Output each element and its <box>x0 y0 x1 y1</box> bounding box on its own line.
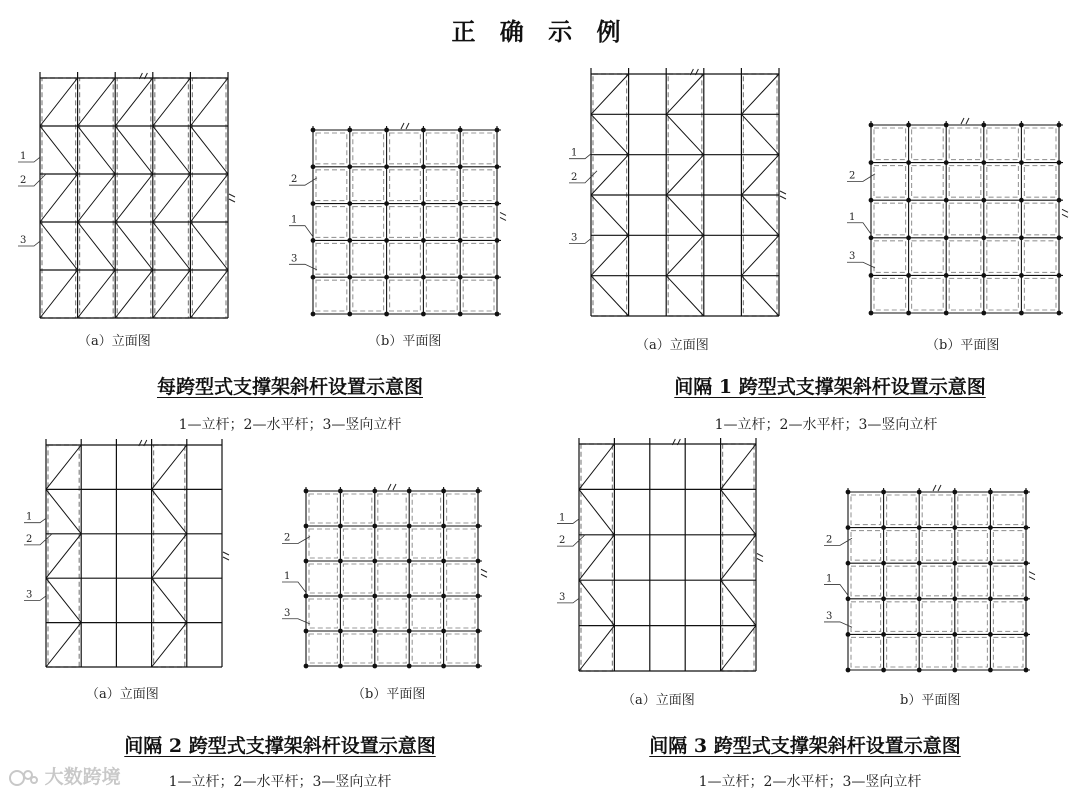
node-dot <box>1024 525 1029 530</box>
node-dot <box>846 525 851 530</box>
brace-square <box>851 566 881 596</box>
marker-label: 3 <box>826 610 833 622</box>
break-mark <box>933 485 941 491</box>
node-dot <box>1024 561 1029 566</box>
brace-square <box>887 602 917 632</box>
brace-square <box>887 566 917 596</box>
node-dot <box>846 632 851 637</box>
node-dot <box>881 668 886 673</box>
caption-interval-3: 间隔 3 跨型式支撑架斜杆设置示意图 <box>649 735 961 757</box>
brace-square <box>958 566 988 596</box>
node-dot <box>952 632 957 637</box>
legend-every-bay: 1—立杆；2—水平杆；3—竖向立杆 <box>178 417 402 433</box>
node-dot <box>952 490 957 495</box>
node-dot <box>881 561 886 566</box>
brace-square <box>887 637 917 667</box>
brace-square <box>851 637 881 667</box>
node-dot <box>917 632 922 637</box>
node-dot <box>1024 490 1029 495</box>
marker-label: 3 <box>284 607 291 619</box>
marker-label: 1 <box>826 573 833 585</box>
node-dot <box>988 632 993 637</box>
node-dot <box>917 525 922 530</box>
marker-label: 1 <box>571 147 578 159</box>
marker-label: 1 <box>20 151 27 162</box>
marker-label: 1 <box>26 511 33 523</box>
marker-label: 2 <box>20 175 27 186</box>
elevation-label: （a）立面图 <box>78 334 151 349</box>
brace-square <box>851 531 881 561</box>
plan-label: （b）平面图 <box>368 334 442 349</box>
marker-label: 3 <box>849 251 856 263</box>
marker-label: 2 <box>284 532 291 544</box>
brace-square <box>958 602 988 632</box>
marker-label: 1 <box>849 211 856 223</box>
node-dot <box>988 596 993 601</box>
node-dot <box>881 632 886 637</box>
brace-square <box>993 637 1023 667</box>
watermark-logo-icon <box>8 767 38 789</box>
plan-label: （b）平面图 <box>352 687 426 702</box>
node-dot <box>988 668 993 673</box>
legend-interval-2: 1—立杆；2—水平杆；3—竖向立杆 <box>168 774 392 790</box>
caption-interval-1: 间隔 1 跨型式支撑架斜杆设置示意图 <box>674 376 986 398</box>
node-dot <box>952 596 957 601</box>
brace-square <box>958 495 988 525</box>
brace-square <box>922 566 952 596</box>
legend-interval-3: 1—立杆；2—水平杆；3—竖向立杆 <box>698 774 922 790</box>
elevation-label: （a）立面图 <box>622 693 695 708</box>
watermark <box>8 762 121 789</box>
node-dot <box>846 490 851 495</box>
marker-label: 1 <box>291 214 298 226</box>
brace-square <box>993 602 1023 632</box>
node-dot <box>917 490 922 495</box>
node-dot <box>952 525 957 530</box>
node-dot <box>988 561 993 566</box>
marker-label: 1 <box>559 512 566 524</box>
node-dot <box>1024 632 1029 637</box>
marker-label: 2 <box>26 533 33 545</box>
node-dot <box>1024 668 1029 673</box>
elevation-label: （a）立面图 <box>86 687 159 702</box>
node-dot <box>1024 596 1029 601</box>
node-dot <box>881 490 886 495</box>
marker-label: 3 <box>20 235 27 246</box>
marker-label: 3 <box>291 253 298 265</box>
marker-label: 2 <box>559 535 566 547</box>
brace-square <box>993 566 1023 596</box>
elevation-label: （a）立面图 <box>636 338 709 353</box>
page-title: 正 确 示 例 <box>451 17 629 46</box>
node-dot <box>846 596 851 601</box>
marker-label: 3 <box>571 232 578 244</box>
node-dot <box>846 561 851 566</box>
node-dot <box>952 561 957 566</box>
node-dot <box>952 668 957 673</box>
brace-square <box>887 531 917 561</box>
marker-label: 2 <box>849 170 856 182</box>
caption-interval-2: 间隔 2 跨型式支撑架斜杆设置示意图 <box>124 735 436 757</box>
brace-square <box>958 637 988 667</box>
brace-square <box>922 602 952 632</box>
watermark-text: 大数跨境 <box>44 766 121 788</box>
marker-label: 3 <box>26 589 33 601</box>
brace-square <box>851 495 881 525</box>
node-dot <box>917 668 922 673</box>
break-mark <box>1029 572 1035 580</box>
brace-square <box>993 495 1023 525</box>
brace-square <box>922 495 952 525</box>
node-dot <box>846 668 851 673</box>
node-dot <box>988 525 993 530</box>
marker-label: 2 <box>826 534 833 546</box>
node-dot <box>881 525 886 530</box>
leader-line <box>824 585 848 596</box>
brace-square <box>922 531 952 561</box>
marker-label: 3 <box>559 591 566 603</box>
brace-square <box>958 531 988 561</box>
legend-interval-1: 1—立杆；2—水平杆；3—竖向立杆 <box>714 417 938 433</box>
brace-square <box>993 531 1023 561</box>
plan-label: b）平面图 <box>900 693 961 708</box>
node-dot <box>917 596 922 601</box>
marker-label: 1 <box>284 571 291 582</box>
brace-square <box>851 602 881 632</box>
marker-label: 2 <box>291 174 298 186</box>
plan-label: （b）平面图 <box>926 338 1000 353</box>
caption-every-bay: 每跨型式支撑架斜杆设置示意图 <box>156 376 423 398</box>
node-dot <box>917 561 922 566</box>
node-dot <box>881 596 886 601</box>
brace-square <box>887 495 917 525</box>
node-dot <box>988 490 993 495</box>
marker-label: 2 <box>571 171 578 183</box>
brace-square <box>922 637 952 667</box>
